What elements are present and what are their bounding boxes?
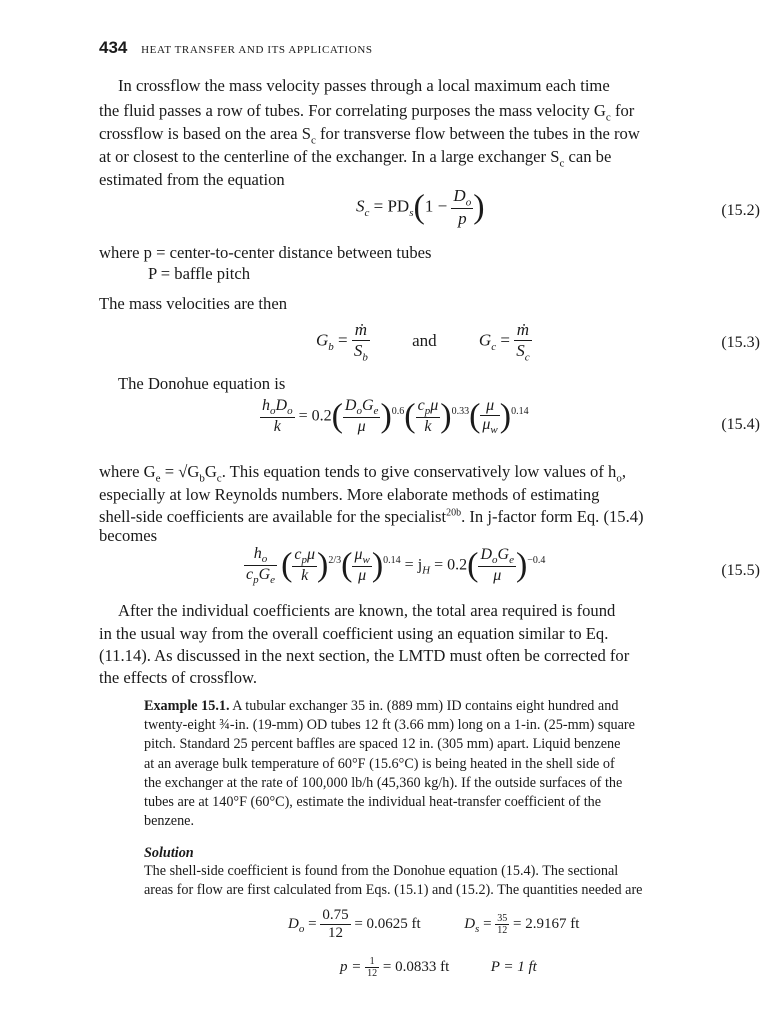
para2-line: becomes bbox=[99, 526, 158, 545]
example-line: twenty-eight ¾-in. (19-mm) OD tubes 12 ft (3.66 mm) long on a 1-in. (25-mm) square bbox=[144, 717, 635, 733]
para2-line: especially at low Reynolds numbers. More elaborate methods of estimating bbox=[99, 485, 600, 504]
para3-line: in the usual way from the overall coefficient using an equation similar to Eq. bbox=[99, 624, 609, 643]
solution-line: The shell-side coefficient is found from the Donohue equation (15.4). The sectional bbox=[144, 863, 619, 879]
para2-line: shell-side coefficients are available for the specialist$^{20b}$. In j-factor form Eq. (15.4) bbox=[99, 507, 644, 526]
calc-do-ds: $D_o$ = $\frac{0.75}{12}$ = 0.0625 ft $D_s$ = $\frac{35}{12}$ = 2.9167 ft bbox=[288, 907, 580, 941]
example-line: tubes are at 140°F (60°C), estimate the individual heat-transfer coefficient of the bbox=[144, 794, 602, 810]
page-number: 434 bbox=[99, 38, 128, 57]
solution-line: areas for flow are first calculated from Eqs. (15.1) and (15.2). The quantities needed are bbox=[144, 882, 643, 898]
where-p-line: where p = center-to-center distance between tubes bbox=[99, 243, 432, 262]
para1-line: crossflow is based on the area $S_c$ for transverse flow between the tubes in the row bbox=[99, 124, 640, 147]
solution-heading: Solution bbox=[144, 845, 194, 861]
running-title: HEAT TRANSFER AND ITS APPLICATIONS bbox=[141, 44, 373, 56]
page-header bbox=[99, 38, 373, 58]
example-line: benzene. bbox=[144, 813, 195, 829]
para1-line: at or closest to the centerline of the exchanger. In a large exchanger $S_c$ can be bbox=[99, 147, 612, 170]
equation-15-2: $S_c = PD_s(1$ − $\frac{D_o}{p}$ ) bbox=[356, 186, 485, 229]
mass-intro: The mass velocities are then bbox=[99, 294, 287, 313]
equation-15-3: $G_b$ = $\frac{\text{ṁ}}{S_b}$ and $G_c$ = $\frac{\text{ṁ}}{S_c}$ bbox=[316, 320, 530, 364]
donohue-intro: The Donohue equation is bbox=[118, 374, 286, 393]
equation-number: (15.3) bbox=[721, 334, 760, 351]
equation-number: (15.2) bbox=[721, 202, 760, 219]
equation-15-5: $\frac{h_o}{c_pG_e}$ ( $\frac{c_p\mu}{k}$ )$^{2/3}$( $\frac{\mu_w}{\mu}$ )$^{0.14} = j_H = 0.2$( $\frac{D_oG_e}{\mu}$ )$^{-0.4}$ bbox=[246, 545, 546, 587]
equation-number: (15.5) bbox=[721, 562, 760, 579]
para1-line: estimated from the equation bbox=[99, 170, 285, 189]
para2-line: where $G_e = √G_bG_c$. This equation tends to give conservatively low values of $h_o$, bbox=[99, 462, 626, 485]
calc-p-P: p = $\frac{1}{12}$ = 0.0833 ft P = 1 ft bbox=[340, 956, 537, 979]
para1-line: In crossflow the mass velocity passes through a local maximum each time bbox=[118, 76, 610, 95]
equation-number: (15.4) bbox=[721, 416, 760, 433]
para1-line: the fluid passes a row of tubes. For correlating purposes the mass velocity $G_c$ for bbox=[99, 101, 635, 124]
equation-15-4: $\frac{h_oD_o}{k}$ = 0.2( $\frac{D_oG_e}{\mu}$ )$^{0.6}$( $\frac{c_p\mu}{k}$ )$^{0.33}$( $\frac{\mu}{\mu_w}$ )$^{0.14}$ bbox=[262, 397, 529, 437]
example-line: Example 15.1. A tubular exchanger 35 in. (889 mm) ID contains eight hundred and bbox=[144, 698, 619, 714]
example-line: at an average bulk temperature of 60°F (15.6°C) is being heated in the shell side of bbox=[144, 756, 615, 772]
example-line: pitch. Standard 25 percent baffles are spaced 12 in. (305 mm) apart. Liquid benzene bbox=[144, 736, 621, 752]
where-P-line: P = baffle pitch bbox=[148, 264, 250, 283]
para3-line: the effects of crossflow. bbox=[99, 668, 258, 687]
para3-line: (11.14). As discussed in the next section, the LMTD must often be corrected for bbox=[99, 646, 630, 665]
example-label: Example 15.1. bbox=[144, 698, 230, 714]
example-line: the exchanger at the rate of 100,000 lb/h (45,360 kg/h). If the outside surfaces of the bbox=[144, 775, 623, 791]
para3-line: After the individual coefficients are known, the total area required is found bbox=[118, 601, 616, 620]
